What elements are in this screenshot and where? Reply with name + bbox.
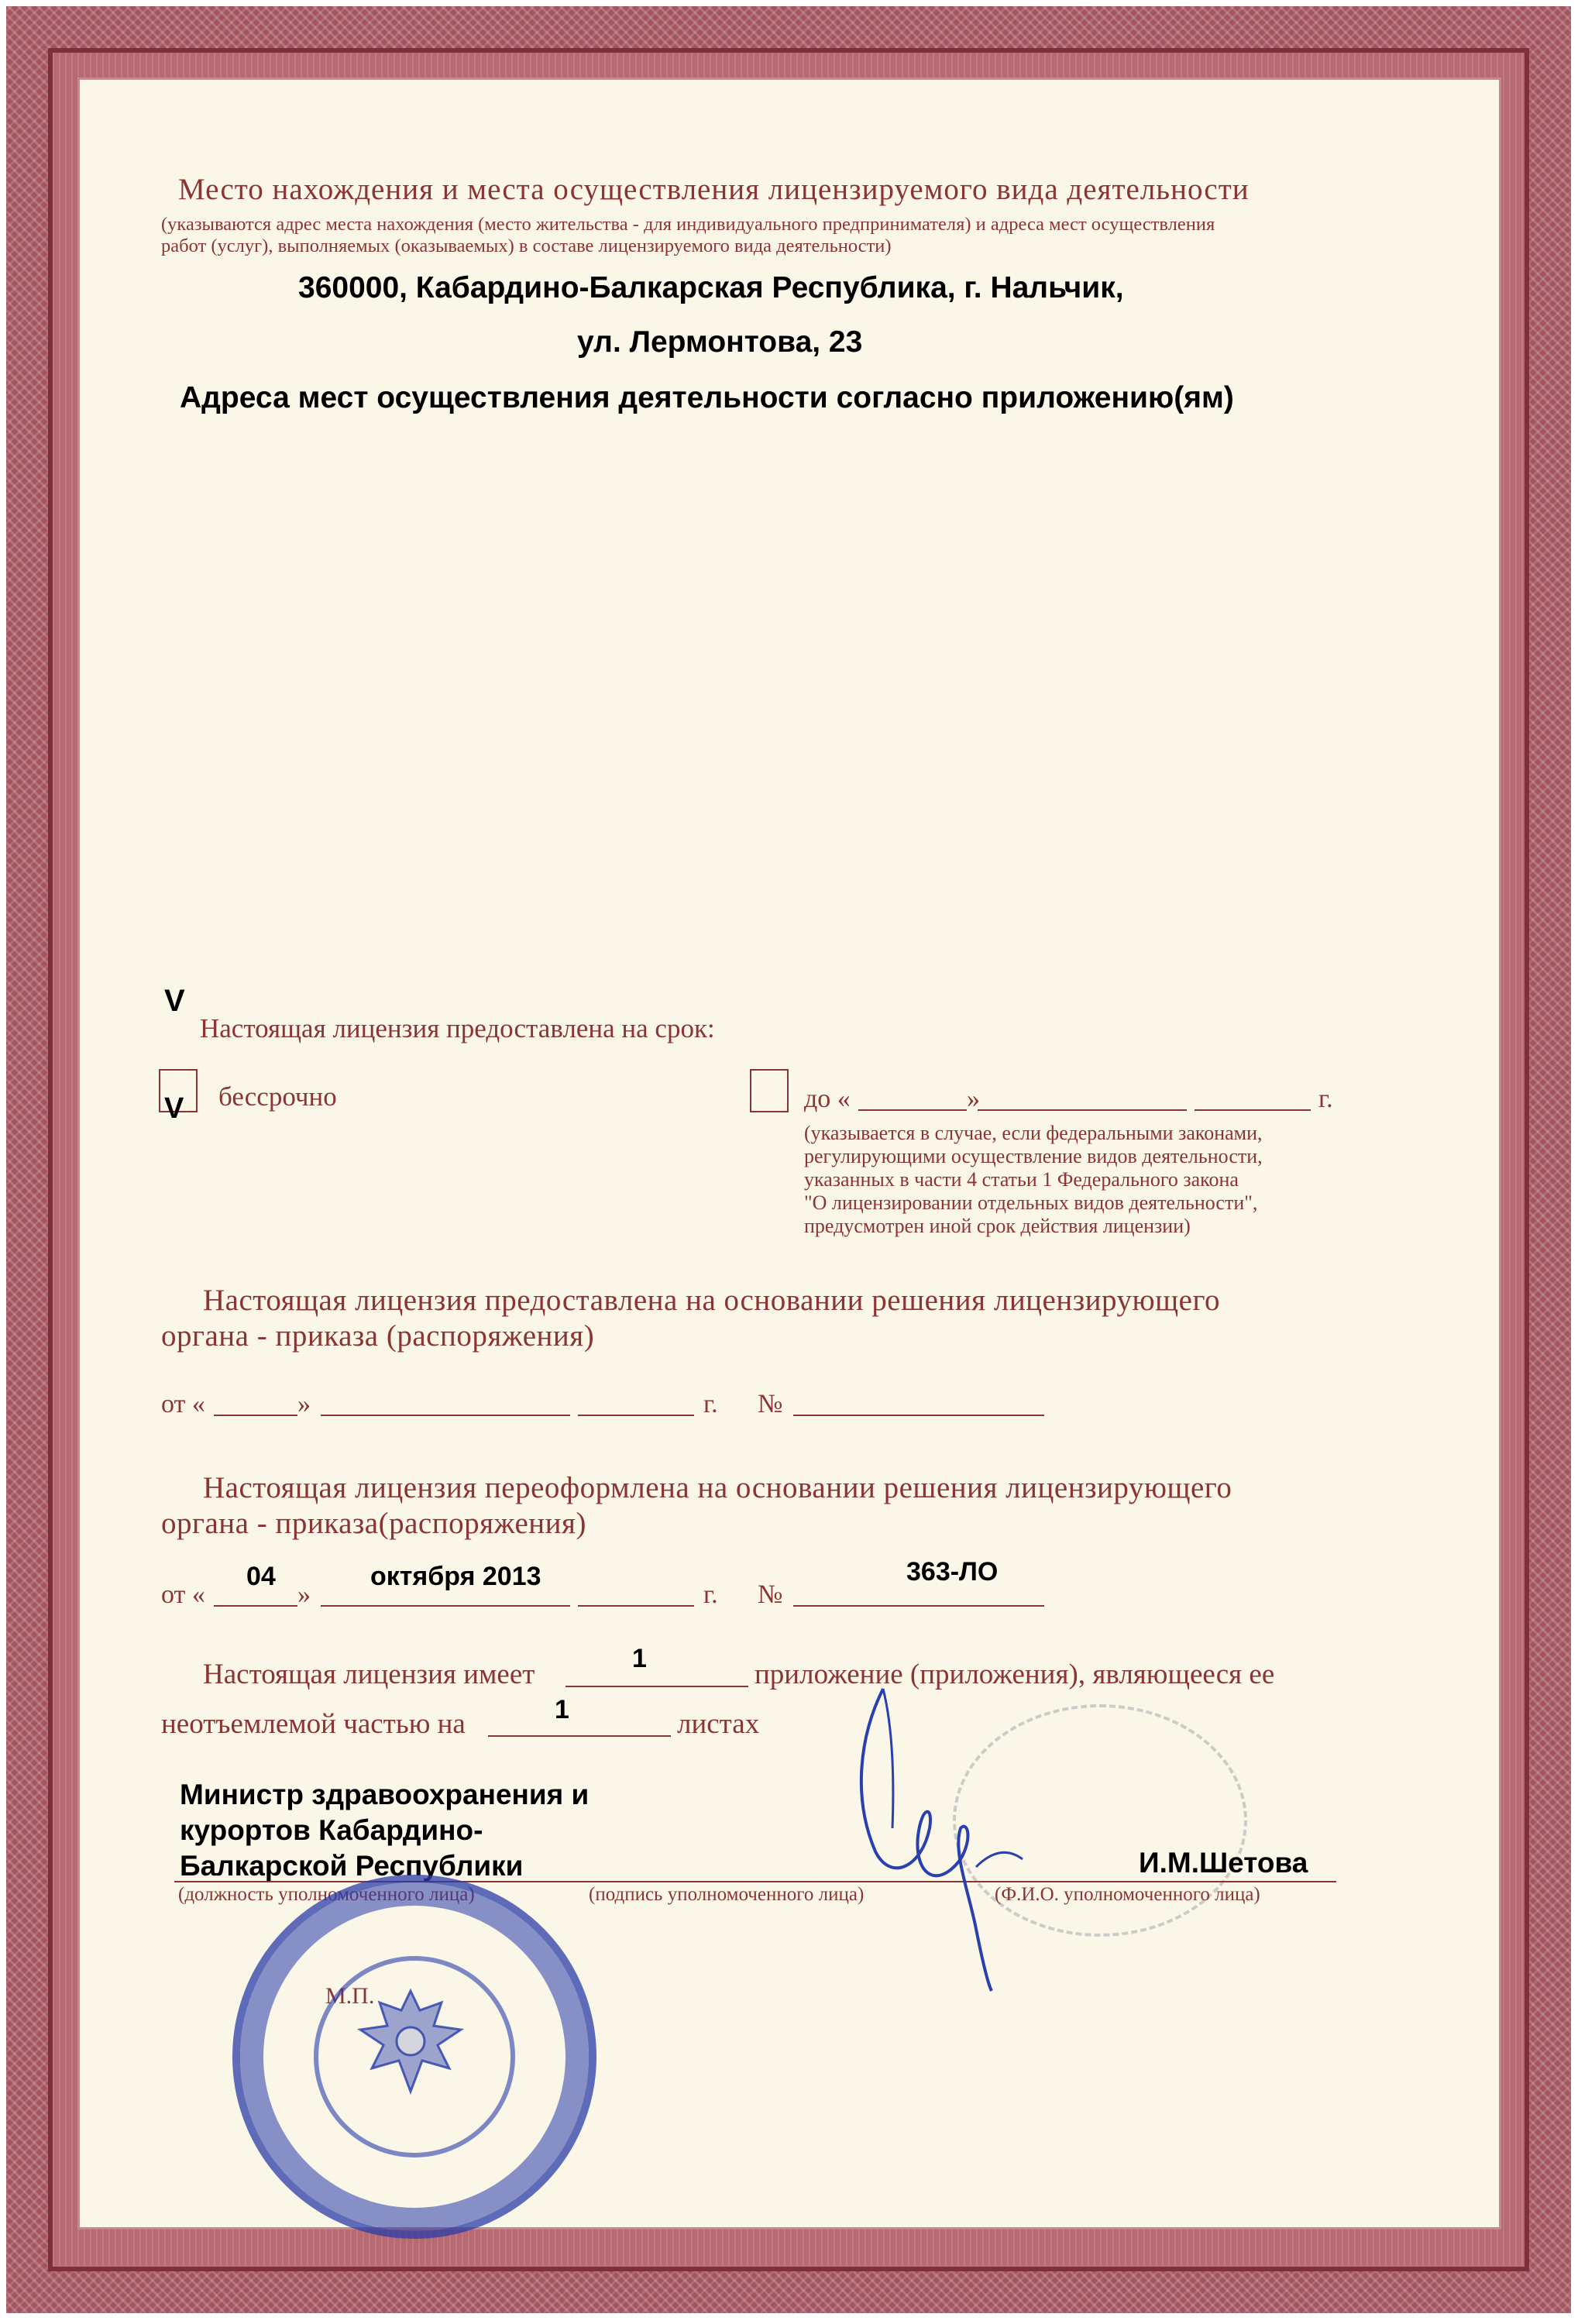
attachments-sheets-value: 1 bbox=[555, 1695, 569, 1724]
basis-year-suffix: г. bbox=[703, 1390, 718, 1418]
attachments-count-value: 1 bbox=[632, 1644, 647, 1673]
reissue-month-year-value: октября 2013 bbox=[370, 1562, 541, 1591]
term-note-3: указанных в части 4 статьи 1 Федерального закона bbox=[804, 1168, 1239, 1191]
address-line-3: Адреса мест осуществления деятельности согласно приложению(ям) bbox=[180, 381, 1234, 414]
handwritten-signature bbox=[837, 1673, 1054, 1999]
basis-from-mid: » bbox=[297, 1390, 311, 1418]
term-note-1: (указывается в случае, если федеральными законами, bbox=[804, 1122, 1263, 1144]
reissue-number-sign: № bbox=[758, 1580, 783, 1609]
unlimited-label: бессрочно bbox=[218, 1081, 337, 1112]
attachments-line-1-suffix: приложение (приложения), являющееся ее bbox=[755, 1659, 1275, 1690]
reissue-year-suffix: г. bbox=[703, 1580, 718, 1609]
signatory-position-2: курортов Кабардино- bbox=[180, 1814, 483, 1846]
term-note-4: "О лицензировании отдельных видов деятельности", bbox=[804, 1191, 1258, 1214]
attachments-line-2-suffix: листах bbox=[677, 1708, 760, 1740]
reissue-year-line bbox=[578, 1605, 694, 1607]
reissue-day-value: 04 bbox=[246, 1562, 276, 1591]
heading-note-2: работ (услуг), выполняемых (оказываемых) в составе лицензируемого вида деятельности) bbox=[161, 235, 892, 256]
caption-position: (должность уполномоченного лица) bbox=[178, 1884, 475, 1905]
until-date-checkbox[interactable] bbox=[750, 1069, 789, 1112]
signatory-position-1: Министр здравоохранения и bbox=[180, 1779, 590, 1810]
term-title: Настоящая лицензия предоставлена на срок: bbox=[200, 1013, 715, 1043]
term-note-5: предусмотрен иной срок действия лицензии) bbox=[804, 1215, 1191, 1237]
signatory-position-3: Балкарской Республики bbox=[180, 1850, 524, 1882]
heading-title: Место нахождения и места осуществления лицензируемого вида деятельности bbox=[178, 173, 1250, 206]
until-prefix: до « bbox=[804, 1085, 851, 1113]
attachments-count-line bbox=[565, 1686, 748, 1687]
reissue-day-line bbox=[214, 1605, 297, 1607]
reissue-line-1: Настоящая лицензия переоформлена на основании решения лицензирующего bbox=[203, 1471, 1232, 1504]
address-line-2: ул. Лермонтова, 23 bbox=[577, 325, 863, 359]
attachments-line-2-prefix: неотъемлемой частью на bbox=[161, 1708, 466, 1740]
attachments-sheets-line bbox=[488, 1735, 671, 1737]
until-mid: » bbox=[967, 1085, 980, 1113]
reissue-from-mid: » bbox=[297, 1580, 311, 1609]
eagle-emblem-icon bbox=[333, 1968, 488, 2123]
official-stamp bbox=[232, 1875, 596, 2239]
signature-baseline bbox=[174, 1881, 1336, 1882]
reissue-from-prefix: от « bbox=[161, 1580, 205, 1609]
basis-day-line bbox=[214, 1415, 297, 1416]
until-month-line bbox=[978, 1109, 1187, 1111]
term-mark-above: V bbox=[164, 984, 185, 1018]
heading-note-1: (указываются адрес места нахождения (место жительства - для индивидуального предпринимателя) и адреса мест осуществления bbox=[161, 214, 1215, 235]
reissue-number-value: 363-ЛО bbox=[906, 1557, 999, 1587]
seal-place-label: М.П. bbox=[325, 1983, 375, 2009]
basis-from-prefix: от « bbox=[161, 1390, 205, 1418]
caption-name: (Ф.И.О. уполномоченного лица) bbox=[995, 1884, 1260, 1905]
term-note-2: регулирующими осуществление видов деятельности, bbox=[804, 1145, 1263, 1167]
caption-signature: (подпись уполномоченного лица) bbox=[589, 1884, 865, 1905]
reissue-month-line bbox=[321, 1605, 570, 1607]
reissue-number-line bbox=[793, 1605, 1044, 1607]
basis-line-2: органа - приказа (распоряжения) bbox=[161, 1319, 595, 1353]
basis-month-line bbox=[321, 1415, 570, 1416]
until-day-line bbox=[858, 1109, 967, 1111]
reissue-line-2: органа - приказа(распоряжения) bbox=[161, 1507, 586, 1540]
basis-number-sign: № bbox=[758, 1390, 783, 1418]
basis-year-line bbox=[578, 1415, 694, 1416]
basis-line-1: Настоящая лицензия предоставлена на основании решения лицензирующего bbox=[203, 1284, 1221, 1317]
until-suffix: г. bbox=[1318, 1085, 1333, 1113]
address-line-1: 360000, Кабардино-Балкарская Республика, г. Нальчик, bbox=[298, 271, 1124, 304]
attachments-line-1-prefix: Настоящая лицензия имеет bbox=[203, 1659, 535, 1690]
signatory-name: И.М.Шетова bbox=[1139, 1847, 1308, 1879]
until-year-line bbox=[1195, 1109, 1311, 1111]
unlimited-checkbox-mark: V bbox=[164, 1092, 184, 1125]
basis-number-line bbox=[793, 1415, 1044, 1416]
